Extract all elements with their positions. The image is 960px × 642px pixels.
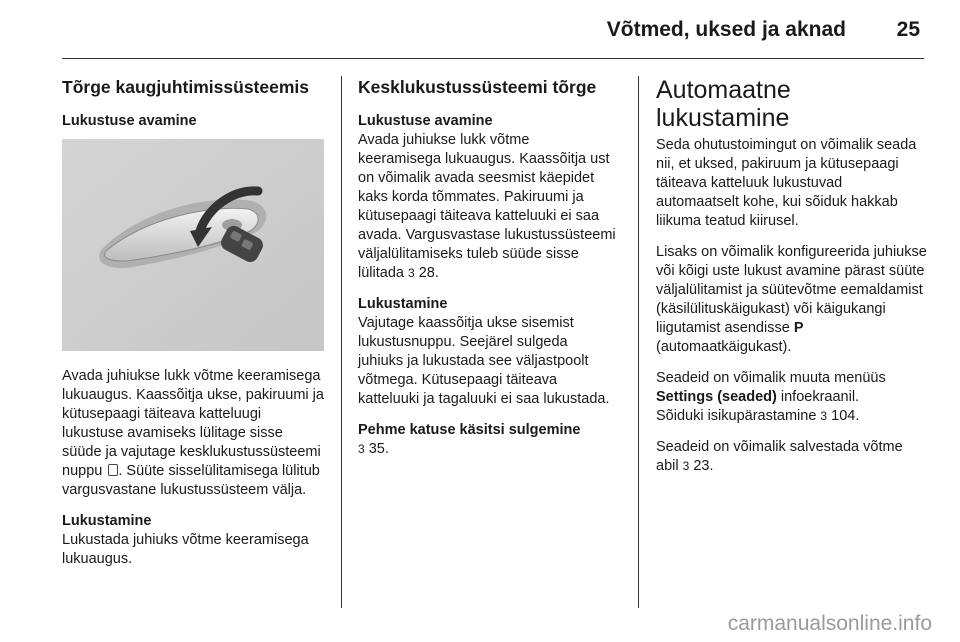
paragraph: Seadeid on võimalik salvestada võtme abil 3 23. — [656, 439, 903, 474]
paragraph — [358, 440, 616, 459]
paragraph: Seda ohutustoimingut on võimalik seada nii, et uksed, pakiruum ja kütusepaagi täiteava katteluuk lukustuvad automaatselt kohe, kui sõiduk hakkab liikuma teatud kiirusel. — [656, 137, 917, 229]
page-ref-arrow-icon: 3 — [358, 442, 365, 456]
subheading: Lukustuse avamine — [62, 113, 197, 129]
column-divider — [341, 76, 342, 608]
section-heading: Kesklukustussüsteemi tõrge — [358, 77, 597, 97]
page-ref[interactable]: 28. — [418, 265, 439, 281]
section-heading: Automaatne lukustamine — [656, 76, 791, 132]
door-handle-illustration — [62, 139, 324, 351]
page-ref-arrow-icon: 3 — [820, 409, 828, 423]
paragraph: Lukustada juhiuks võtme keeramisega lukuaugus. — [62, 532, 309, 567]
watermark: carmanualsonline.info — [727, 612, 932, 635]
page-number: 25 — [896, 18, 920, 41]
page-ref[interactable]: 35. — [368, 441, 389, 457]
page-ref[interactable]: 104. — [831, 408, 860, 424]
paragraph: Vajutage kaassõitja ukse sisemist lukustusnuppu. Seejärel sulgeda juhiuks ja lukustada see väljastpoolt võtmega. Kütusepaagi täiteava katteluuki ja tagaluuki ei saa lukustada. — [358, 315, 610, 407]
column-left — [62, 76, 324, 581]
page-ref[interactable]: 23. — [693, 458, 714, 474]
paragraph: Lisaks on võimalik konfigureerida juhiukse või kõigi uste lukust avamine pärast süüte väljalülitamist ja süütevõtme eemaldamist (käsilülituskäigukast) või käigukangi liigutamist asendisse P (automaatkäigukast). — [656, 244, 927, 355]
subheading: Lukustamine — [62, 513, 152, 529]
subheading: Pehme katuse käsitsi sulgemine — [358, 422, 581, 438]
page-ref-arrow-icon: 3 — [407, 266, 415, 280]
column-middle — [358, 76, 616, 471]
column-right — [656, 76, 928, 488]
column-divider — [638, 76, 639, 608]
paragraph: Avada juhiukse lukk võtme keeramisega lukuaugus. Kaassõitja ust on võimalik avada seesmist käepidet kaks korda tõmmates. Pakiruumi ja kütusepaagi täiteava katteluuki ei saa avada. Vargusvastase lukustussüsteemi väljalülitamiseks tuleb süüde sisse lülitada 3 28. — [358, 132, 616, 281]
paragraph: Seadeid on võimalik muuta menüüs Settings (seaded) infoekraanil. Sõiduki isikupärastamine 3 104. — [656, 370, 886, 424]
subheading: Lukustamine — [358, 296, 448, 312]
header-divider — [62, 58, 924, 59]
section-heading: Tõrge kaugjuhtimissüsteemis — [62, 77, 310, 97]
paragraph: Avada juhiukse lukk võtme keeramisega lukuaugus. Kaassõitja ukse, pakiruumi ja kütusepaagi täiteava katteluugi lukustuse avamiseks lülitage sisse süüde ja vajutage kesklukustussüsteemi nuppu . Süüte sisselülitamisega lülitub vargusvastane lukustussüsteem välja. — [62, 368, 324, 498]
page-header-title: Võtmed, uksed ja aknad — [606, 18, 846, 41]
page-ref-arrow-icon: 3 — [682, 459, 690, 473]
subheading: Lukustuse avamine — [358, 113, 493, 129]
central-lock-button-icon — [108, 464, 118, 476]
